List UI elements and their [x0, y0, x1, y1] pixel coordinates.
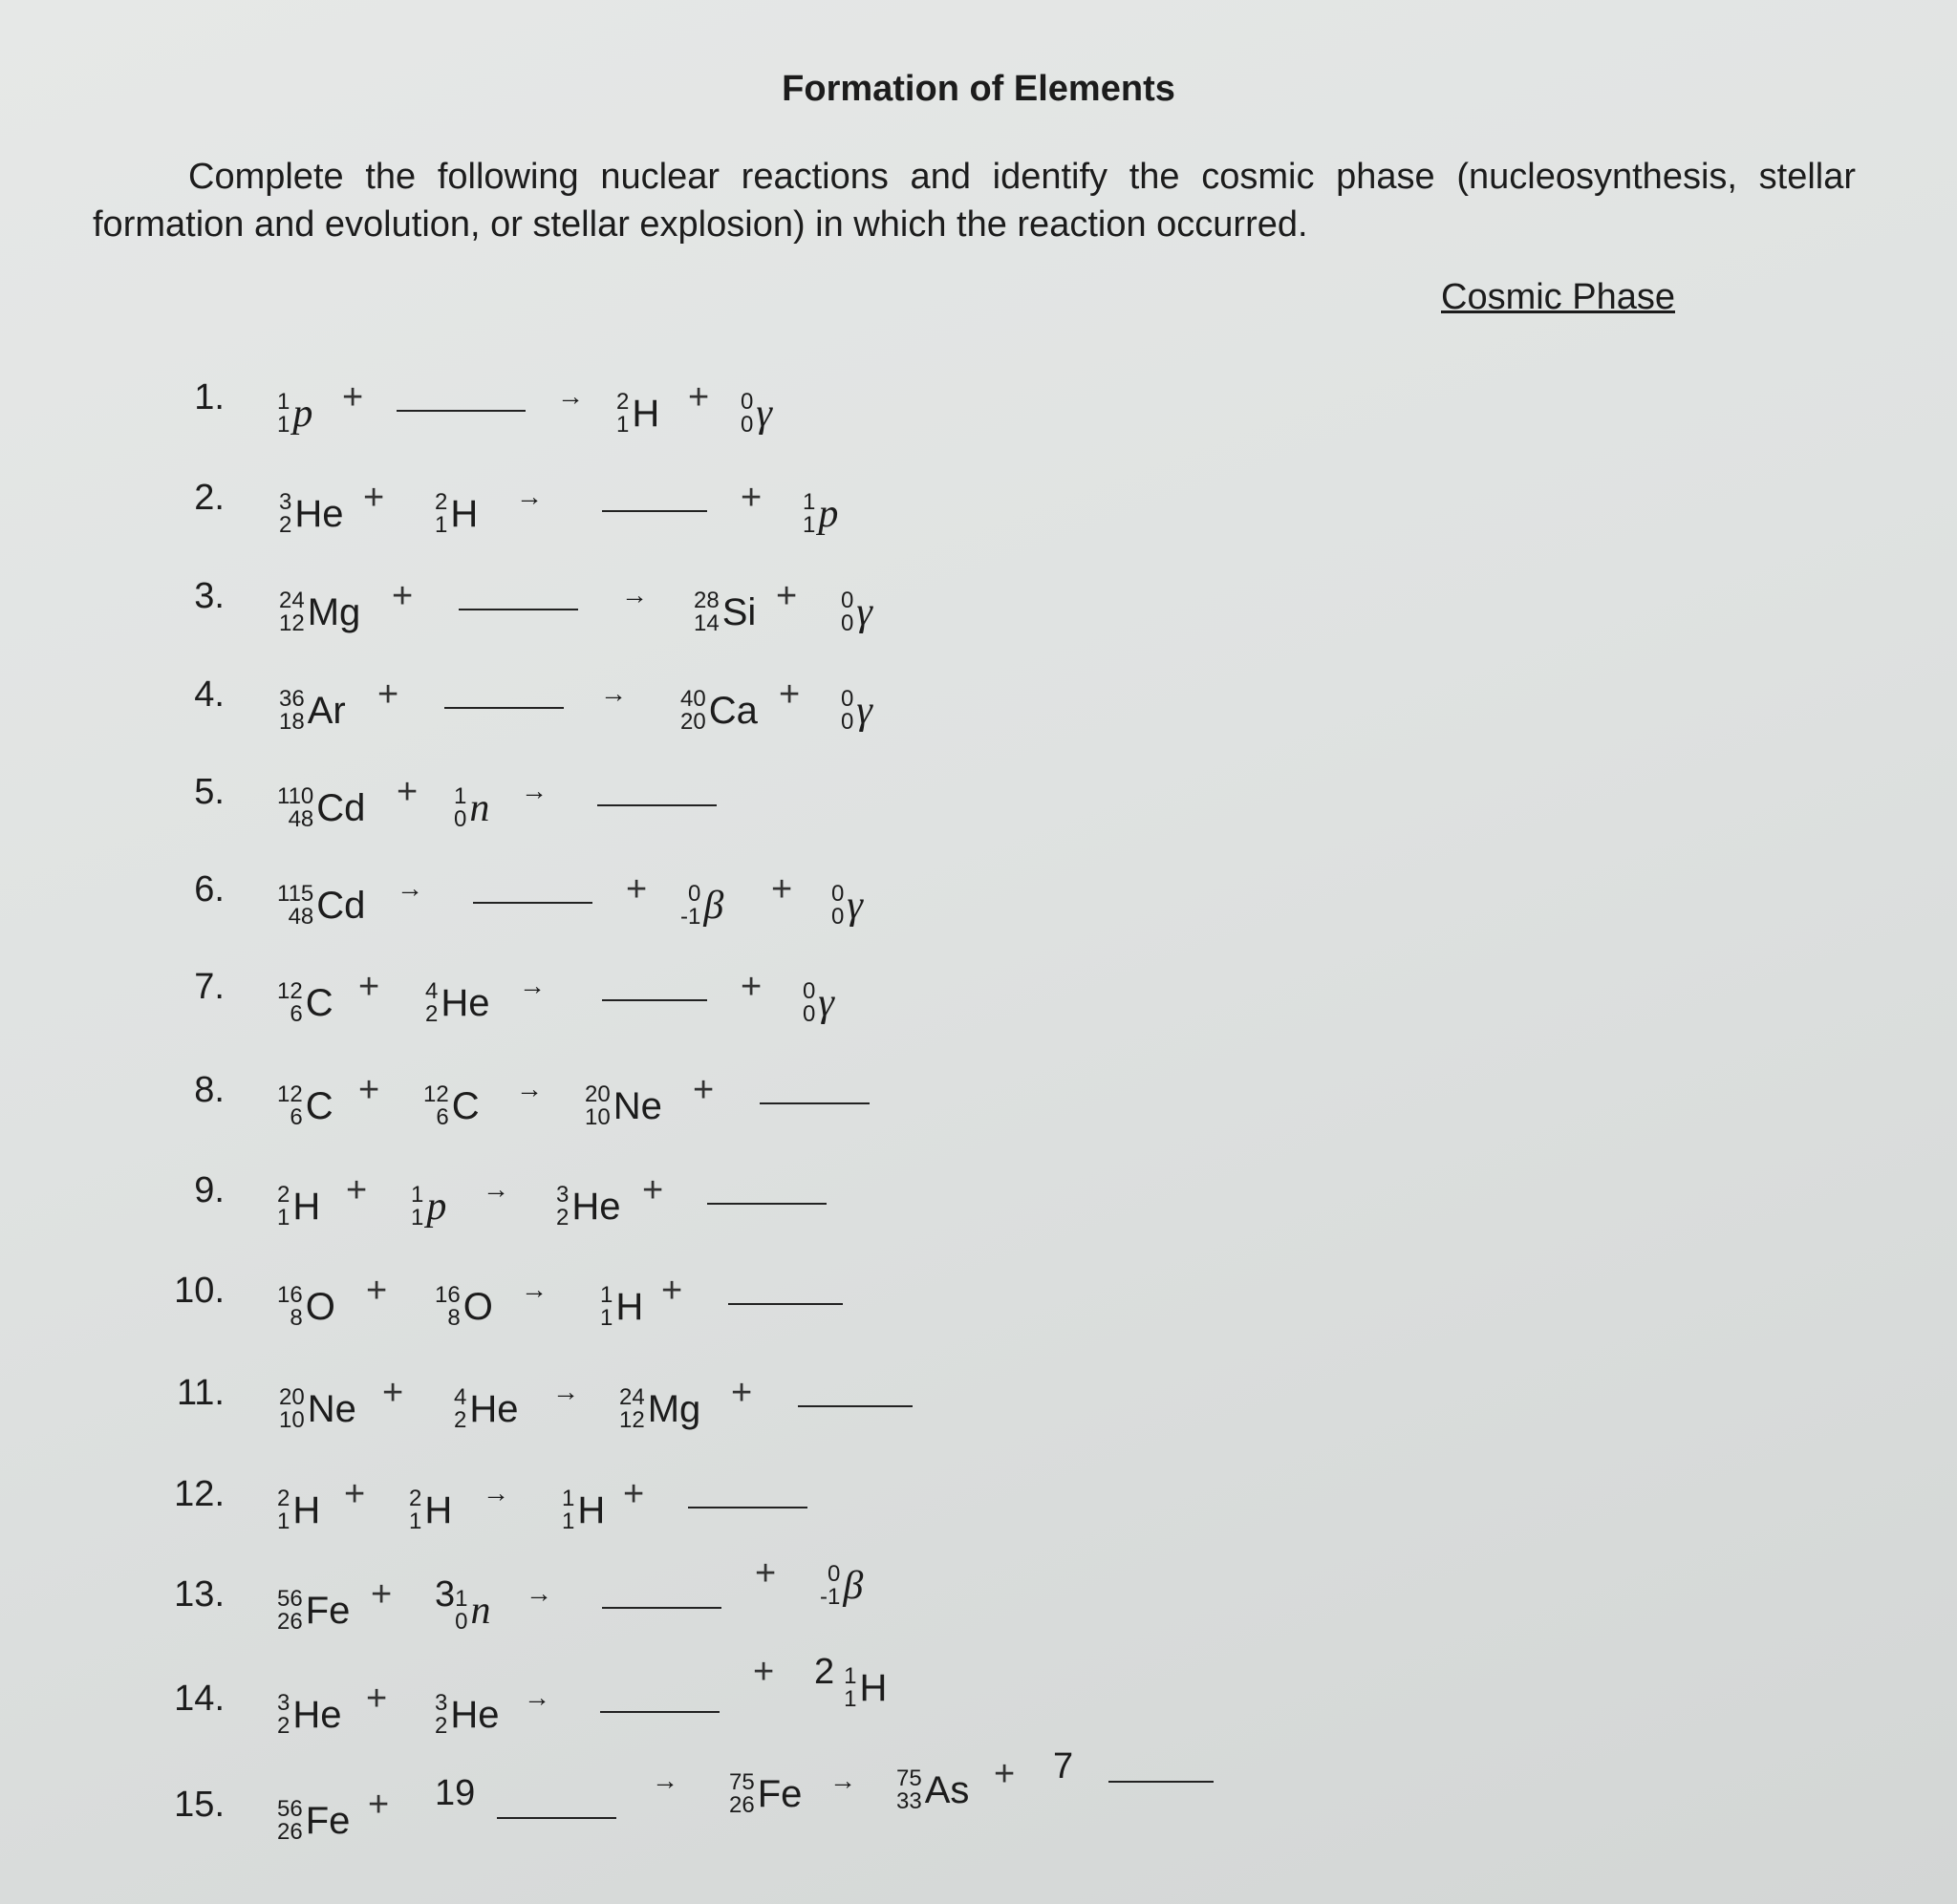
arrow-icon: →: [483, 1174, 509, 1204]
answer-blank[interactable]: [444, 674, 564, 718]
reactant: 115 48 Cd: [277, 881, 366, 930]
answer-blank[interactable]: [602, 967, 707, 1011]
reaction-number: 11.: [176, 1373, 225, 1413]
arrow-icon: →: [516, 1074, 543, 1103]
reactant: 4 2 He: [454, 1384, 519, 1433]
arrow-icon: →: [526, 1578, 552, 1608]
product: 1 1 H: [600, 1282, 644, 1331]
plus-sign: +: [776, 576, 798, 616]
reactant: 16 8 O: [435, 1282, 493, 1331]
reaction-number: 5.: [194, 772, 225, 812]
reactant: 56 26 Fe: [277, 1796, 351, 1845]
plus-sign: +: [693, 1070, 715, 1110]
plus-sign: +: [366, 1679, 388, 1719]
reactant: 2 1 H: [435, 489, 479, 538]
reaction-number: 1.: [194, 377, 225, 417]
arrow-icon: →: [397, 873, 423, 903]
reactant: 2 1 H: [277, 1182, 321, 1230]
instructions-line-1: Complete the following nuclear reactions and identify the cosmic phase (nucleosynthesis, stellar: [188, 157, 1856, 197]
arrow-icon: →: [652, 1765, 678, 1795]
gamma-ray: 0 0 γ: [841, 588, 872, 636]
plus-sign: +: [363, 478, 385, 518]
worksheet-title: Formation of Elements: [782, 69, 1175, 109]
plus-sign: +: [377, 674, 399, 715]
reactant: 1 0 n: [454, 783, 490, 832]
arrow-icon: →: [557, 381, 584, 411]
reaction-number: 13.: [174, 1574, 225, 1615]
beta-particle: 0 -1 β: [820, 1561, 864, 1610]
arrow-icon: →: [552, 1377, 579, 1406]
plus-sign: +: [771, 869, 793, 909]
answer-blank[interactable]: [728, 1271, 843, 1315]
reaction-number: 9.: [194, 1170, 225, 1210]
gamma-ray: 0 0 γ: [831, 881, 863, 930]
arrow-icon: →: [524, 1682, 550, 1712]
product: 3 2 He: [556, 1182, 621, 1230]
answer-blank[interactable]: [688, 1474, 807, 1518]
intermediate: 75 26 Fe: [729, 1769, 803, 1818]
plus-sign: +: [688, 377, 710, 417]
answer-blank[interactable]: [497, 1785, 616, 1829]
reactant: 3 2 He: [435, 1690, 500, 1739]
plus-sign: +: [358, 967, 380, 1007]
reaction-number: 15.: [174, 1785, 225, 1825]
reactant: 24 12 Mg: [279, 588, 361, 636]
plus-sign: +: [623, 1474, 645, 1514]
gamma-ray: 0 0 γ: [803, 978, 834, 1027]
beta-particle: 0 -1 β: [680, 881, 724, 930]
answer-blank[interactable]: [459, 576, 578, 620]
reactant: 1 1 p: [411, 1182, 447, 1230]
answer-blank[interactable]: [602, 478, 707, 522]
instructions-line-2: formation and evolution, or stellar explosion) in which the reaction occurred.: [93, 204, 1308, 245]
reactant: 1 1 p: [277, 389, 313, 438]
plus-sign: +: [382, 1373, 404, 1413]
plus-sign: +: [397, 772, 419, 812]
plus-sign: +: [994, 1754, 1016, 1794]
plus-sign: +: [368, 1785, 390, 1825]
reactant: 12 6 C: [277, 1081, 333, 1130]
reactant: 12 6 C: [277, 978, 333, 1027]
product: 24 12 Mg: [619, 1384, 701, 1433]
answer-blank[interactable]: [600, 1679, 720, 1722]
plus-sign: +: [358, 1070, 380, 1110]
reaction-number: 10.: [174, 1271, 225, 1311]
arrow-icon: →: [483, 1478, 509, 1508]
answer-blank[interactable]: [473, 869, 592, 913]
plus-sign: +: [344, 1474, 366, 1514]
reaction-number: 3.: [194, 576, 225, 616]
plus-sign: +: [731, 1373, 753, 1413]
reactant: 4 2 He: [425, 978, 490, 1027]
product: 20 10 Ne: [585, 1081, 662, 1130]
reactant: 2 1 H: [277, 1486, 321, 1534]
reaction-number: 6.: [194, 869, 225, 909]
reactant: 110 48 Cd: [277, 783, 366, 832]
gamma-ray: 0 0 γ: [841, 686, 872, 735]
reaction-number: 7.: [194, 967, 225, 1007]
coefficient: 7: [1053, 1746, 1074, 1786]
arrow-icon: →: [516, 481, 543, 511]
reaction-number: 4.: [194, 674, 225, 715]
plus-sign: +: [741, 478, 763, 518]
answer-blank[interactable]: [798, 1373, 913, 1417]
plus-sign: +: [346, 1170, 368, 1210]
product: 2 1 1 H: [814, 1652, 888, 1712]
reactant: 36 18 Ar: [279, 686, 346, 735]
answer-blank[interactable]: [602, 1574, 721, 1618]
arrow-icon: →: [621, 580, 648, 610]
answer-blank[interactable]: [597, 772, 717, 816]
reaction-number: 12.: [174, 1474, 225, 1514]
reactant: 20 10 Ne: [279, 1384, 356, 1433]
gamma-ray: 0 0 γ: [741, 389, 772, 438]
coefficient: 19: [435, 1773, 476, 1813]
reaction-number: 14.: [174, 1679, 225, 1719]
product: 28 14 Si: [694, 588, 757, 636]
reactant: 12 6 C: [423, 1081, 480, 1130]
plus-sign: +: [741, 967, 763, 1007]
plus-sign: +: [661, 1271, 683, 1311]
answer-blank[interactable]: [1108, 1748, 1214, 1792]
reactant: 3 1 0 n: [435, 1574, 491, 1635]
reactant: 16 8 O: [277, 1282, 335, 1331]
reactant: 56 26 Fe: [277, 1586, 351, 1635]
product: 1 1 p: [803, 489, 839, 538]
arrow-icon: →: [521, 776, 548, 805]
reaction-number: 8.: [194, 1070, 225, 1110]
plus-sign: +: [779, 674, 801, 715]
reaction-number: 2.: [194, 478, 225, 518]
product: 1 1 H: [562, 1486, 606, 1534]
plus-sign: +: [392, 576, 414, 616]
reactant: 3 2 He: [279, 489, 344, 538]
instructions: [93, 153, 1856, 248]
plus-sign: +: [626, 869, 648, 909]
arrow-icon: →: [521, 1274, 548, 1304]
arrow-icon: →: [519, 971, 546, 1000]
arrow-icon: →: [829, 1765, 856, 1795]
answer-blank[interactable]: [760, 1070, 870, 1114]
plus-sign: +: [755, 1553, 777, 1594]
product: 75 33 As: [896, 1765, 970, 1814]
reactant: 3 2 He: [277, 1690, 342, 1739]
plus-sign: +: [371, 1574, 393, 1615]
plus-sign: +: [753, 1652, 775, 1692]
answer-blank[interactable]: [397, 377, 526, 421]
plus-sign: +: [366, 1271, 388, 1311]
plus-sign: +: [342, 377, 364, 417]
cosmic-phase-header: Cosmic Phase: [1441, 277, 1675, 317]
reactant: 2 1 H: [409, 1486, 453, 1534]
answer-blank[interactable]: [707, 1170, 827, 1214]
product: 2 1 H: [616, 389, 660, 438]
product: 40 20 Ca: [680, 686, 758, 735]
arrow-icon: →: [600, 678, 627, 708]
plus-sign: +: [642, 1170, 664, 1210]
